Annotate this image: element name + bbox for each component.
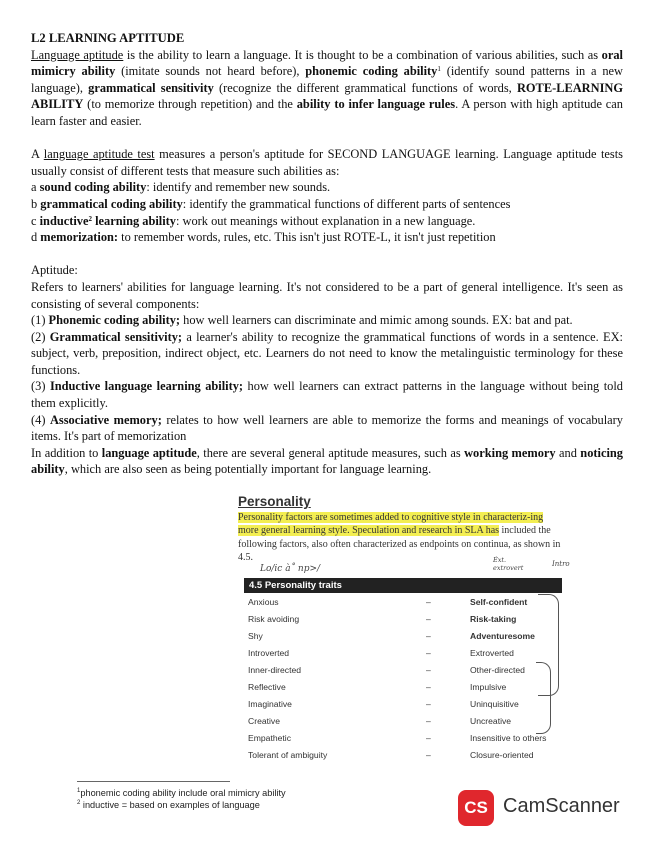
- component-4: [31, 412, 623, 445]
- term-oral-mimicry: oral mimicry ability: [31, 47, 623, 79]
- trait-dash: –: [426, 750, 431, 760]
- text: and: [555, 445, 581, 460]
- list-text: : identify and remember new sounds.: [146, 180, 331, 195]
- text: (to memorize through repetition) and the: [83, 97, 297, 112]
- trait-dash: –: [426, 597, 431, 607]
- list-item-c: [31, 213, 623, 230]
- trait-row: [248, 747, 558, 764]
- term-rote-learning: ROTE-LEARNING ABILITY: [31, 80, 623, 112]
- paragraph-general-aptitude: [31, 445, 623, 478]
- component-text: relates to how well learners are able to memorize the forms and meanings of vocabulary items. It's part of memorization: [31, 412, 624, 444]
- trait-row: [248, 696, 558, 713]
- list-term: learning ability: [92, 213, 176, 228]
- list-marker: a: [31, 180, 40, 195]
- list-marker: b: [31, 196, 41, 211]
- term-language-aptitude: Language aptitude: [31, 47, 124, 62]
- trait-dash: –: [426, 614, 431, 624]
- footnote-1: [77, 788, 286, 798]
- trait-dash: –: [426, 699, 431, 709]
- trait-left: Imaginative: [248, 699, 292, 709]
- trait-right: Impulsive: [470, 682, 507, 692]
- trait-left: Inner-directed: [248, 665, 302, 675]
- trait-row: [248, 611, 558, 628]
- scan-title: Personality: [238, 494, 311, 509]
- trait-dash: –: [426, 716, 431, 726]
- component-text: a learner's ability to recognize the grammatical functions of words in a sentence. EX: subject, verb, preposition, indirect object, etc. Learners do not need to know the metalinguistic terminology for these functions.: [31, 329, 623, 377]
- component-term: Grammatical sensitivity;: [49, 329, 183, 344]
- trait-row: [248, 628, 558, 645]
- text: (imitate sounds not heard before),: [115, 64, 306, 79]
- list-item-a: [31, 179, 623, 196]
- component-term: Associative memory;: [49, 412, 162, 427]
- trait-right: Closure-oriented: [470, 750, 534, 760]
- footnote-2: [77, 800, 260, 810]
- trait-right: Adventuresome: [470, 631, 535, 641]
- trait-row: [248, 730, 558, 747]
- trait-left: Anxious: [248, 597, 279, 607]
- trait-row: [248, 713, 558, 730]
- list-term: grammatical coding ability: [40, 196, 183, 211]
- trait-dash: –: [426, 665, 431, 675]
- handwritten-note: Éxt. extrovert: [493, 556, 524, 572]
- text: measures a person's aptitude for SECOND LANGUAGE learning. Language aptitude tests usually consist of different tests that measure such abilities as:: [31, 147, 623, 178]
- table-title: 4.5 Personality traits: [244, 578, 562, 593]
- component-3: [31, 378, 623, 411]
- trait-left: Empathetic: [248, 733, 291, 743]
- scan-text: included the following factors, also often characterized as endpoints on continua, as shown in 4.5.: [238, 525, 561, 564]
- list-term: memorization:: [40, 230, 119, 245]
- camscanner-logo-icon: CS: [458, 790, 494, 826]
- trait-right: Uncreative: [470, 716, 512, 726]
- component-1: [31, 312, 623, 329]
- trait-row: [248, 594, 558, 611]
- trait-left: Tolerant of ambiguity: [248, 750, 328, 760]
- highlighted-text: Personality factors are sometimes added to cognitive style in characteriz-ing more general learning style. Speculation and research in SLA has: [238, 512, 544, 537]
- aptitude-heading: Aptitude:: [31, 263, 78, 278]
- component-number: (3): [31, 379, 50, 394]
- trait-right: Uninquisitive: [470, 699, 519, 709]
- text: , there are several general aptitude measures, such as: [196, 445, 465, 460]
- list-item-d: [31, 229, 623, 246]
- paragraph-language-aptitude: [31, 47, 623, 130]
- text: is the ability to learn a language. It is thought to be a combination of various abilities, such as: [123, 47, 602, 62]
- document-body: [31, 30, 623, 478]
- footnote-text: inductive = based on examples of language: [80, 800, 260, 810]
- footnote-ref-2: 2: [88, 214, 92, 223]
- term-grammatical-sensitivity: grammatical sensitivity: [88, 80, 214, 95]
- trait-right: Other-directed: [470, 665, 525, 675]
- text: . A person with high aptitude can learn faster and easier.: [31, 97, 623, 128]
- component-text: how well learners can extract patterns in the language without being told them explicitly.: [31, 379, 623, 411]
- component-number: (2): [31, 329, 50, 344]
- list-item-b: [31, 196, 623, 213]
- component-term: Inductive language learning ability;: [49, 379, 244, 394]
- list-text: : work out meanings without explanation in a new language.: [176, 213, 476, 228]
- component-text: how well learners can discriminate and mimic among sounds. EX: bat and pat.: [180, 313, 573, 328]
- trait-right: Self-confident: [470, 597, 528, 607]
- list-term: inductive: [39, 213, 89, 228]
- footnote-divider: [77, 781, 230, 782]
- camscanner-watermark: CamScanner: [503, 795, 620, 817]
- scanned-excerpt: [238, 494, 568, 772]
- component-term: Phonemic coding ability;: [48, 313, 181, 328]
- list-text: to remember words, rules, etc. This isn't just ROTE-L, it isn't just repetition: [118, 230, 496, 245]
- text: , which are also seen as being potentially important for language learning.: [64, 462, 432, 477]
- trait-row: [248, 662, 558, 679]
- trait-row: [248, 679, 558, 696]
- text: In addition to: [31, 445, 102, 460]
- handwritten-bracket: [536, 662, 551, 734]
- footnote-number: 1: [77, 788, 81, 794]
- trait-right: Risk-taking: [470, 614, 517, 624]
- term-noticing-ability: noticing ability: [31, 445, 623, 477]
- footnote-number: 2: [77, 800, 81, 806]
- component-number: (1): [31, 313, 49, 328]
- text: (identify sound patterns in a new language),: [31, 64, 623, 95]
- handwritten-note: Lo/ic à˚ np>/: [260, 564, 321, 574]
- term-aptitude-test: language aptitude test: [43, 147, 155, 162]
- trait-dash: –: [426, 682, 431, 692]
- term-language-aptitude: language aptitude: [101, 445, 197, 460]
- paragraph-aptitude-test: [31, 146, 623, 179]
- trait-left: Introverted: [248, 648, 290, 658]
- trait-dash: –: [426, 631, 431, 641]
- list-marker: d: [31, 230, 41, 245]
- footnote-ref-1: 1: [437, 65, 441, 74]
- text: (recognize the different grammatical functions of words,: [213, 80, 517, 95]
- component-2: [31, 329, 623, 379]
- list-marker: c: [31, 213, 40, 228]
- trait-left: Shy: [248, 631, 263, 641]
- trait-left: Creative: [248, 716, 280, 726]
- trait-right: Extroverted: [470, 648, 514, 658]
- footnote-text: phonemic coding ability include oral mimicry ability: [80, 788, 286, 798]
- trait-dash: –: [426, 733, 431, 743]
- term-infer-rules: ability to infer language rules: [296, 97, 456, 112]
- handwritten-note: Intro: [552, 560, 570, 568]
- trait-row: [248, 645, 558, 662]
- list-term: sound coding ability: [39, 180, 147, 195]
- trait-left: Reflective: [248, 682, 286, 692]
- term-phonemic-coding: phonemic coding ability: [305, 64, 438, 79]
- list-text: : identify the grammatical functions of different parts of sentences: [182, 196, 511, 211]
- trait-right: Insensitive to others: [470, 733, 547, 743]
- trait-dash: –: [426, 648, 431, 658]
- page-title: L2 LEARNING APTITUDE: [31, 31, 185, 45]
- aptitude-intro: Refers to learners' abilities for language learning. It's not considered to be a part of general intelligence. It's seen as consisting of several components:: [31, 279, 623, 311]
- text: A: [31, 147, 44, 162]
- term-working-memory: working memory: [464, 445, 556, 460]
- component-number: (4): [31, 412, 50, 427]
- trait-left: Risk avoiding: [248, 614, 300, 624]
